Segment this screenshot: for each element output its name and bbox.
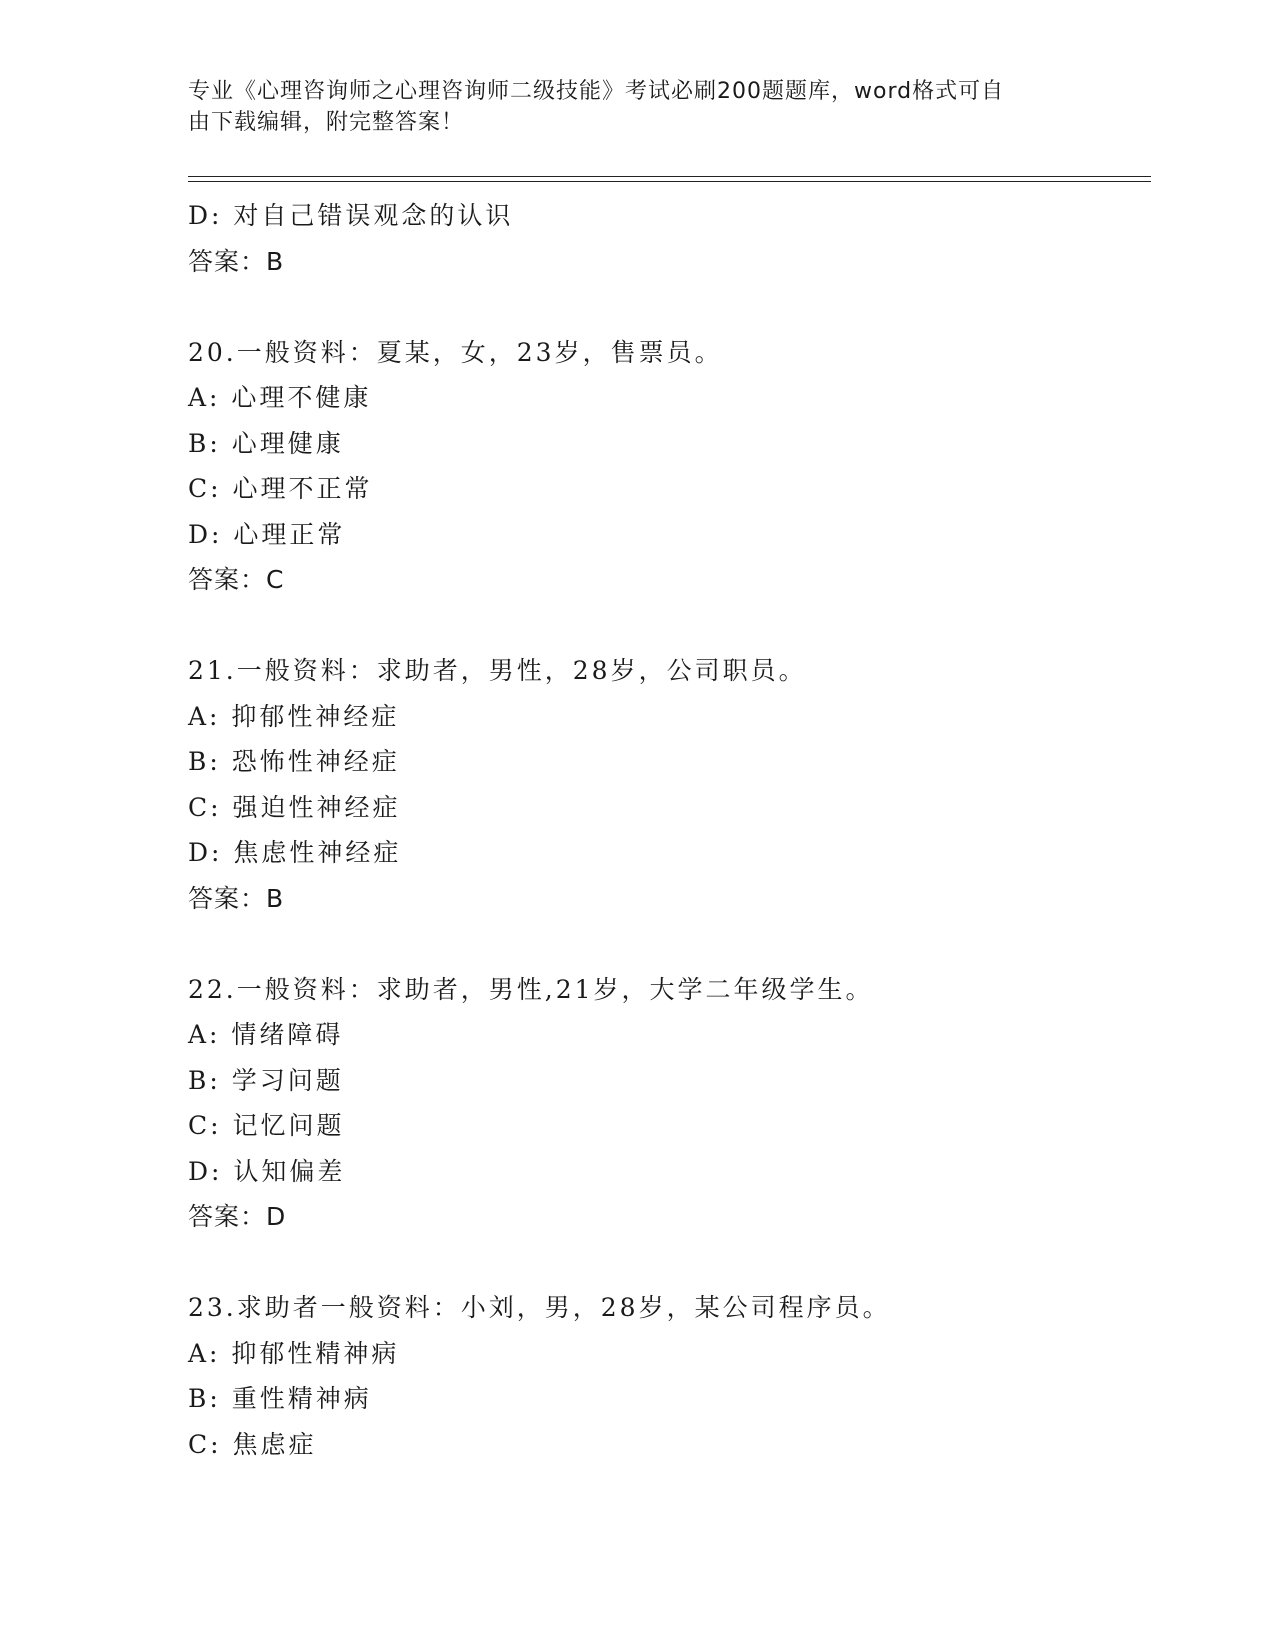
answer-line: 答案：C <box>188 565 285 594</box>
spacer <box>188 284 1148 330</box>
option-c: C: 焦虑症 <box>188 1429 317 1459</box>
option-a: A: 抑郁性精神病 <box>188 1338 400 1368</box>
question-stem: 21.一般资料：求助者，男性，28岁，公司职员。 <box>188 656 807 685</box>
option-d: D: 心理正常 <box>188 519 346 549</box>
question-23 <box>188 1285 1148 1467</box>
question-22 <box>188 967 1148 1240</box>
option-a: A: 心理不健康 <box>188 383 372 412</box>
question-stem: 22.一般资料：求助者，男性,21岁，大学二年级学生。 <box>188 974 874 1004</box>
option-c: C: 心理不正常 <box>188 474 373 503</box>
header-line-1: 专业《心理咨询师之心理咨询师二级技能》考试必刷200题题库，word格式可自 <box>188 79 1005 104</box>
option-b: B: 重性精神病 <box>188 1384 372 1413</box>
header-line-2: 由下载编辑，附完整答案！ <box>188 110 465 135</box>
question-stem: 23.求助者一般资料：小刘，男，28岁，某公司程序员。 <box>188 1293 891 1322</box>
option-b: B: 恐怖性神经症 <box>188 747 400 776</box>
question-21 <box>188 648 1148 921</box>
question-stem: 20.一般资料：夏某，女，23岁，售票员。 <box>188 337 723 367</box>
option-a: A: 情绪障碍 <box>188 1020 344 1049</box>
question-list <box>188 193 1148 1467</box>
option-b: B: 学习问题 <box>188 1065 344 1095</box>
spacer <box>188 1240 1148 1286</box>
answer-line: 答案：B <box>188 246 285 276</box>
header-divider-bottom <box>188 181 1151 182</box>
spacer <box>188 921 1148 967</box>
answer-line: 答案：D <box>188 1202 287 1231</box>
option-d: D: 对自己错误观念的认识 <box>188 201 514 230</box>
option-a: A: 抑郁性神经症 <box>188 701 400 731</box>
question-20 <box>188 330 1148 603</box>
option-b: B: 心理健康 <box>188 428 344 458</box>
document-header <box>188 76 1068 138</box>
spacer <box>188 603 1148 649</box>
option-c: C: 记忆问题 <box>188 1111 345 1140</box>
option-d: D: 认知偏差 <box>188 1156 346 1186</box>
header-divider-top <box>188 176 1151 177</box>
option-c: C: 强迫性神经症 <box>188 792 401 822</box>
option-d: D: 焦虑性神经症 <box>188 838 402 867</box>
answer-line: 答案：B <box>188 883 285 913</box>
